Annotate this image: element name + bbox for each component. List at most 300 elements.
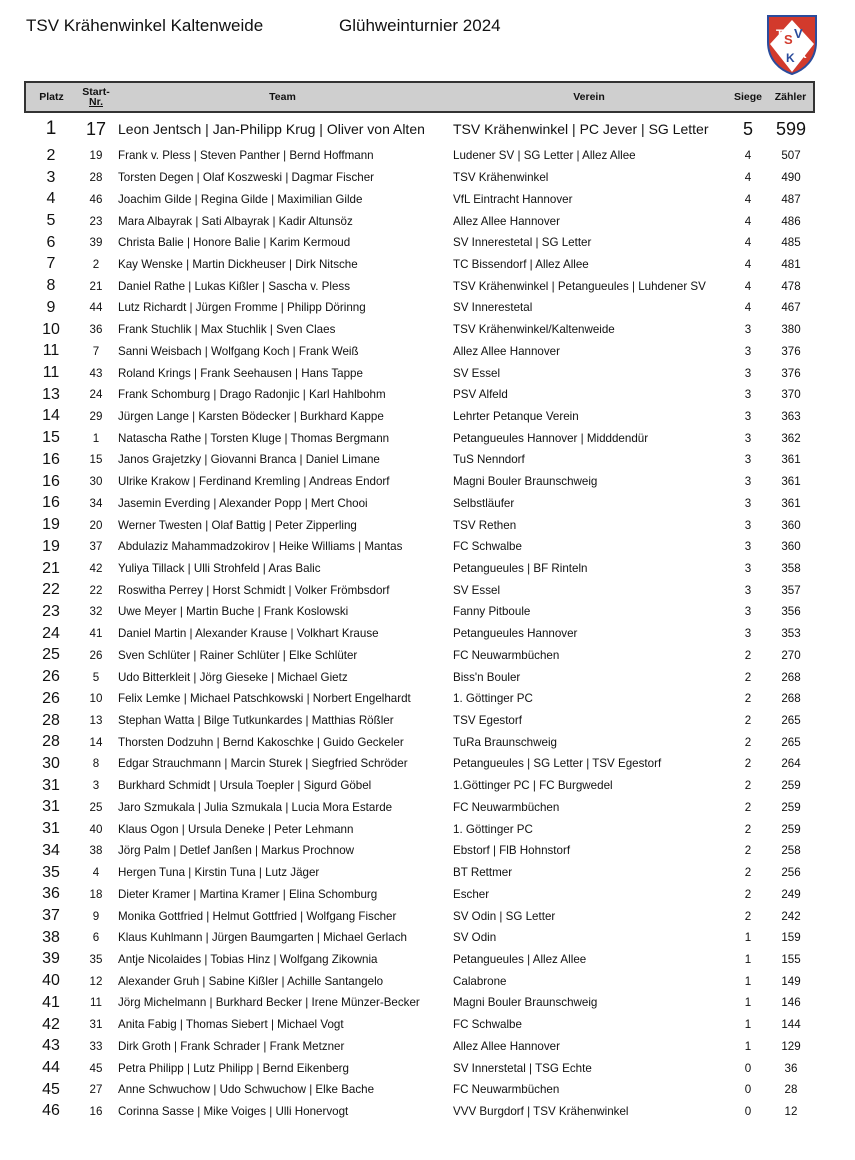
cell-team: Anita Fabig | Thomas Siebert | Michael Vogt: [118, 1018, 344, 1032]
cell-zaehler: 264: [781, 757, 801, 771]
cell-siege: 4: [744, 279, 752, 293]
cell-platz: 28: [42, 711, 60, 729]
cell-verein: TSV Egestorf: [453, 714, 522, 728]
cell-platz: 43: [42, 1037, 60, 1055]
table-row: [25, 818, 814, 840]
cell-start: 14: [89, 735, 103, 749]
cell-siege: 3: [744, 605, 752, 619]
cell-platz: 19: [42, 537, 60, 555]
cell-verein: SV Innerestetal | SG Letter: [453, 236, 592, 250]
cell-verein: TC Bissendorf | Allez Allee: [453, 257, 589, 271]
cell-platz: 19: [42, 516, 60, 534]
cell-platz: 15: [42, 429, 60, 447]
cell-verein: Calabrone: [453, 974, 507, 988]
cell-platz: 39: [42, 950, 60, 968]
cell-verein: Allez Allee Hannover: [453, 214, 560, 228]
table-row: [25, 188, 814, 210]
cell-zaehler: 370: [781, 388, 801, 402]
cell-start: 28: [89, 171, 103, 185]
cell-start: 13: [89, 714, 103, 728]
cell-platz: 34: [42, 841, 60, 859]
cell-verein: Petangueules Hannover: [453, 627, 578, 641]
table-row: [25, 862, 814, 884]
cell-zaehler: 360: [781, 518, 801, 532]
cell-verein: Ebstorf | FlB Hohnstorf: [453, 844, 571, 858]
cell-siege: 1: [744, 974, 752, 988]
cell-start: 3: [92, 779, 100, 793]
cell-siege: 4: [744, 301, 752, 315]
cell-verein: SV Odin | SG Letter: [453, 909, 556, 923]
cell-siege: 1: [744, 931, 752, 945]
cell-team: Thorsten Dodzuhn | Bernd Kakoschke | Guido Geckeler: [118, 735, 404, 749]
cell-team: Monika Gottfried | Helmut Gottfried | Wolfgang Fischer: [118, 909, 397, 923]
cell-zaehler: 361: [781, 453, 801, 467]
cell-zaehler: 487: [781, 192, 801, 206]
cell-zaehler: 129: [781, 1039, 801, 1053]
table-row: [25, 536, 814, 558]
cell-siege: 3: [744, 518, 752, 532]
cell-start: 40: [89, 822, 103, 836]
cell-verein: Magni Bouler Braunschweig: [453, 475, 598, 489]
cell-siege: 3: [744, 540, 752, 554]
table-row: [25, 623, 814, 645]
cell-siege: 2: [744, 909, 752, 923]
table-row: [25, 471, 814, 493]
cell-siege: 2: [744, 822, 752, 836]
cell-verein: FC Neuwarmbüchen: [453, 1083, 560, 1097]
cell-verein: VVV Burgdorf | TSV Krähenwinkel: [453, 1104, 629, 1118]
cell-zaehler: 256: [781, 866, 801, 880]
cell-platz: 31: [42, 798, 60, 816]
cell-team: Christa Balie | Honore Balie | Karim Kermoud: [118, 236, 351, 250]
col-start-nr: Start- Nr.: [77, 82, 115, 112]
cell-platz: 1: [45, 118, 57, 139]
cell-zaehler: 360: [781, 540, 801, 554]
cell-siege: 3: [744, 323, 752, 337]
cell-zaehler: 259: [781, 822, 801, 836]
cell-verein: SV Innerstetal | TSG Echte: [453, 1061, 592, 1075]
cell-platz: 44: [42, 1059, 60, 1077]
cell-start: 17: [85, 118, 107, 139]
cell-start: 10: [89, 692, 103, 706]
cell-team: Werner Twesten | Olaf Battig | Peter Zipperling: [118, 518, 357, 532]
cell-siege: 2: [744, 800, 752, 814]
cell-team: Roland Krings | Frank Seehausen | Hans Tappe: [118, 366, 363, 380]
cell-verein: TSV Krähenwinkel/Kaltenweide: [453, 323, 615, 337]
cell-zaehler: 376: [781, 366, 801, 380]
cell-siege: 4: [744, 214, 752, 228]
cell-verein: FC Schwalbe: [453, 1018, 522, 1032]
cell-start: 41: [89, 627, 103, 641]
cell-start: 45: [89, 1061, 103, 1075]
cell-start: 39: [89, 236, 103, 250]
cell-platz: 26: [42, 668, 60, 686]
col-platz: Platz: [25, 82, 77, 112]
cell-start: 9: [92, 909, 100, 923]
table-row: [25, 275, 814, 297]
cell-siege: 2: [744, 887, 752, 901]
cell-team: Antje Nicolaides | Tobias Hinz | Wolfgang Zikownia: [118, 952, 378, 966]
cell-platz: 3: [46, 168, 56, 186]
cell-platz: 45: [42, 1080, 60, 1098]
cell-team: Daniel Martin | Alexander Krause | Volkhart Krause: [118, 627, 379, 641]
cell-team: Klaus Ogon | Ursula Deneke | Peter Lehmann: [118, 822, 354, 836]
cell-zaehler: 259: [781, 779, 801, 793]
cell-start: 15: [89, 453, 103, 467]
cell-platz: 10: [42, 320, 60, 338]
cell-start: 16: [89, 1104, 103, 1118]
cell-verein: Escher: [453, 887, 490, 901]
table-row: [25, 840, 814, 862]
cell-zaehler: 28: [784, 1083, 798, 1097]
cell-platz: 6: [46, 233, 56, 251]
table-row: [25, 449, 814, 471]
cell-start: 11: [89, 996, 103, 1010]
cell-team: Jaro Szmukala | Julia Szmukala | Lucia Mora Estarde: [118, 800, 393, 814]
cell-platz: 5: [46, 212, 56, 230]
cell-zaehler: 507: [781, 149, 801, 163]
cell-platz: 2: [46, 146, 56, 164]
cell-platz: 42: [42, 1015, 60, 1033]
cell-team: Jasemin Everding | Alexander Popp | Mert Chooi: [118, 496, 368, 510]
cell-verein: 1. Göttinger PC: [453, 822, 533, 836]
cell-start: 1: [92, 431, 100, 445]
table-row: [25, 797, 814, 819]
cell-verein: Petangueules | SG Letter | TSV Egestorf: [453, 757, 662, 771]
cell-team: Felix Lemke | Michael Patschkowski | Norbert Engelhardt: [118, 692, 411, 706]
cell-platz: 7: [46, 255, 56, 273]
cell-start: 22: [89, 583, 103, 597]
cell-zaehler: 357: [781, 583, 801, 597]
cell-team: Jörg Michelmann | Burkhard Becker | Irene Münzer-Becker: [118, 996, 420, 1010]
cell-platz: 24: [42, 624, 60, 642]
cell-team: Edgar Strauchmann | Marcin Sturek | Siegfried Schröder: [118, 757, 408, 771]
cell-siege: 1: [744, 1039, 752, 1053]
cell-start: 20: [89, 518, 103, 532]
cell-verein: TSV Krähenwinkel | PC Jever | SG Letter: [453, 121, 709, 137]
cell-team: Klaus Kuhlmann | Jürgen Baumgarten | Michael Gerlach: [118, 931, 407, 945]
cell-platz: 22: [42, 581, 60, 599]
cell-siege: 3: [744, 627, 752, 641]
cell-zaehler: 268: [781, 692, 801, 706]
table-row: [25, 927, 814, 949]
cell-start: 42: [89, 562, 103, 576]
cell-start: 8: [92, 757, 100, 771]
cell-siege: 2: [744, 648, 752, 662]
cell-start: 32: [89, 605, 103, 619]
cell-team: Petra Philipp | Lutz Philipp | Bernd Eikenberg: [118, 1061, 349, 1075]
table-row: [25, 406, 814, 428]
cell-verein: Ludener SV | SG Letter | Allez Allee: [453, 149, 636, 163]
cell-start: 38: [89, 844, 103, 858]
cell-team: Torsten Degen | Olaf Koszweski | Dagmar Fischer: [118, 171, 375, 185]
cell-team: Corinna Sasse | Mike Voiges | Ulli Honervogt: [118, 1104, 349, 1118]
table-row: [25, 905, 814, 927]
cell-zaehler: 485: [781, 236, 801, 250]
cell-platz: 35: [42, 863, 60, 881]
cell-verein: Petangueules Hannover | Midddendür: [453, 431, 649, 445]
cell-zaehler: 258: [781, 844, 801, 858]
cell-start: 31: [89, 1018, 103, 1032]
table-row: [25, 493, 814, 515]
cell-siege: 1: [744, 996, 752, 1010]
cell-verein: Fanny Pitboule: [453, 605, 531, 619]
cell-platz: 16: [42, 450, 60, 468]
cell-start: 30: [89, 475, 103, 489]
cell-verein: TSV Rethen: [453, 518, 517, 532]
results-table: [24, 81, 815, 1122]
cell-verein: SV Innerestetal: [453, 301, 533, 315]
cell-verein: TuRa Braunschweig: [453, 735, 557, 749]
cell-zaehler: 467: [781, 301, 801, 315]
cell-zaehler: 146: [781, 996, 801, 1010]
table-header-row: [25, 82, 814, 112]
table-row: [25, 645, 814, 667]
col-verein: Verein: [450, 82, 728, 112]
cell-team: Dirk Groth | Frank Schrader | Frank Metzner: [118, 1039, 345, 1053]
col-team: Team: [115, 82, 450, 112]
cell-zaehler: 155: [781, 952, 801, 966]
table-row: [25, 1101, 814, 1123]
cell-siege: 3: [744, 366, 752, 380]
cell-verein: FC Schwalbe: [453, 540, 522, 554]
cell-siege: 4: [744, 149, 752, 163]
cell-start: 2: [92, 257, 100, 271]
cell-verein: Selbstläufer: [453, 496, 515, 510]
col-zaehler: Zähler: [768, 82, 814, 112]
cell-zaehler: 362: [781, 431, 801, 445]
cell-siege: 2: [744, 692, 752, 706]
cell-verein: TSV Krähenwinkel: [453, 171, 549, 185]
cell-team: Anne Schwuchow | Udo Schwuchow | Elke Bache: [118, 1083, 375, 1097]
table-row: [25, 297, 814, 319]
cell-team: Mara Albayrak | Sati Albayrak | Kadir Altunsöz: [118, 214, 353, 228]
cell-platz: 16: [42, 494, 60, 512]
cell-platz: 16: [42, 472, 60, 490]
cell-team: Abdulaziz Mahammadzokirov | Heike Williams | Mantas: [118, 540, 403, 554]
cell-verein: VfL Eintracht Hannover: [453, 192, 573, 206]
cell-platz: 38: [42, 928, 60, 946]
cell-team: Daniel Rathe | Lukas Kißler | Sascha v. Pless: [118, 279, 350, 293]
cell-siege: 0: [744, 1083, 752, 1097]
cell-start: 24: [89, 388, 103, 402]
cell-zaehler: 249: [781, 887, 801, 901]
cell-zaehler: 380: [781, 323, 801, 337]
cell-team: Stephan Watta | Bilge Tutkunkardes | Matthias Rößler: [118, 714, 394, 728]
event-title: Glühweinturnier 2024: [339, 16, 501, 35]
cell-siege: 3: [744, 562, 752, 576]
cell-platz: 23: [42, 602, 60, 620]
cell-siege: 1: [744, 1018, 752, 1032]
table-row: [25, 340, 814, 362]
table-row: [25, 883, 814, 905]
cell-siege: 3: [744, 431, 752, 445]
cell-platz: 9: [46, 298, 56, 316]
cell-siege: 3: [744, 409, 752, 423]
cell-platz: 4: [46, 190, 56, 208]
cell-siege: 2: [744, 670, 752, 684]
cell-platz: 36: [42, 885, 60, 903]
cell-platz: 28: [42, 733, 60, 751]
cell-verein: Magni Bouler Braunschweig: [453, 996, 598, 1010]
cell-platz: 30: [42, 754, 60, 772]
cell-verein: Lehrter Petanque Verein: [453, 409, 579, 423]
cell-start: 12: [89, 974, 103, 988]
cell-verein: Petangueules | BF Rinteln: [453, 562, 588, 576]
cell-verein: SV Odin: [453, 931, 497, 945]
cell-team: Lutz Richardt | Jürgen Fromme | Philipp Dörinng: [118, 301, 366, 315]
cell-siege: 2: [744, 714, 752, 728]
table-row: [25, 558, 814, 580]
cell-verein: SV Essel: [453, 583, 501, 597]
cell-zaehler: 486: [781, 214, 801, 228]
cell-zaehler: 353: [781, 627, 801, 641]
table-row: [25, 666, 814, 688]
cell-siege: 3: [744, 453, 752, 467]
table-row: [25, 949, 814, 971]
cell-verein: TSV Krähenwinkel | Petangueules | Luhdener SV: [453, 279, 706, 293]
cell-start: 23: [89, 214, 103, 228]
cell-team: Alexander Gruh | Sabine Kißler | Achille Santangelo: [118, 974, 384, 988]
cell-verein: TuS Nenndorf: [453, 453, 525, 467]
cell-team: Frank Stuchlik | Max Stuchlik | Sven Claes: [118, 323, 336, 337]
cell-zaehler: 36: [784, 1061, 798, 1075]
cell-team: Jörg Palm | Detlef Janßen | Markus Prochnow: [118, 844, 355, 858]
col-siege: Siege: [728, 82, 768, 112]
cell-team: Dieter Kramer | Martina Kramer | Elina Schomburg: [118, 887, 378, 901]
cell-siege: 0: [744, 1061, 752, 1075]
cell-zaehler: 490: [781, 171, 801, 185]
cell-zaehler: 361: [781, 496, 801, 510]
cell-start: 4: [92, 866, 100, 880]
cell-siege: 2: [744, 757, 752, 771]
cell-start: 37: [89, 540, 103, 554]
table-row: [25, 1035, 814, 1057]
table-row: [25, 753, 814, 775]
cell-zaehler: 481: [781, 257, 801, 271]
table-row: [25, 319, 814, 341]
cell-team: Udo Bitterkleit | Jörg Gieseke | Michael Gietz: [118, 670, 348, 684]
table-row: [25, 145, 814, 167]
cell-start: 7: [92, 344, 100, 358]
cell-verein: Biss'n Bouler: [453, 670, 521, 684]
cell-team: Burkhard Schmidt | Ursula Toepler | Sigurd Göbel: [118, 779, 372, 793]
cell-verein: 1.Göttinger PC | FC Burgwedel: [453, 779, 613, 793]
table-row: [25, 232, 814, 254]
table-row: [25, 254, 814, 276]
cell-zaehler: 363: [781, 409, 801, 423]
cell-siege: 3: [744, 583, 752, 597]
cell-platz: 31: [42, 820, 60, 838]
cell-start: 33: [89, 1039, 103, 1053]
cell-siege: 3: [744, 475, 752, 489]
table-row: [25, 384, 814, 406]
cell-verein: Allez Allee Hannover: [453, 1039, 560, 1053]
cell-start: 6: [92, 931, 100, 945]
cell-platz: 14: [42, 407, 60, 425]
cell-siege: 4: [744, 236, 752, 250]
cell-platz: 31: [42, 776, 60, 794]
table-row: [25, 1057, 814, 1079]
cell-zaehler: 144: [781, 1018, 801, 1032]
cell-zaehler: 159: [781, 931, 801, 945]
table-row: [25, 710, 814, 732]
cell-start: 35: [89, 952, 103, 966]
cell-siege: 3: [744, 496, 752, 510]
cell-zaehler: 268: [781, 670, 801, 684]
cell-verein: Petangueules | Allez Allee: [453, 952, 587, 966]
table-row: [25, 601, 814, 623]
cell-zaehler: 356: [781, 605, 801, 619]
cell-zaehler: 478: [781, 279, 801, 293]
cell-zaehler: 270: [781, 648, 801, 662]
cell-platz: 25: [42, 646, 60, 664]
cell-siege: 0: [744, 1104, 752, 1118]
svg-text:V: V: [794, 26, 803, 41]
cell-team: Ulrike Krakow | Ferdinand Kremling | Andreas Endorf: [118, 475, 390, 489]
cell-zaehler: 376: [781, 344, 801, 358]
cell-team: Leon Jentsch | Jan-Philipp Krug | Oliver von Alten: [118, 121, 425, 137]
cell-start: 43: [89, 366, 103, 380]
cell-siege: 2: [744, 866, 752, 880]
cell-team: Frank v. Pless | Steven Panther | Bernd Hoffmann: [118, 149, 374, 163]
svg-text:S: S: [784, 32, 793, 47]
cell-start: 21: [89, 279, 103, 293]
cell-start: 34: [89, 496, 103, 510]
cell-team: Joachim Gilde | Regina Gilde | Maximilian Gilde: [118, 192, 363, 206]
table-row: [25, 731, 814, 753]
cell-zaehler: 265: [781, 714, 801, 728]
svg-text:T: T: [776, 27, 784, 41]
svg-text:K: K: [798, 47, 807, 61]
cell-platz: 40: [42, 972, 60, 990]
cell-platz: 41: [42, 993, 60, 1011]
cell-zaehler: 12: [784, 1104, 798, 1118]
cell-zaehler: 242: [781, 909, 801, 923]
cell-team: Natascha Rathe | Torsten Kluge | Thomas Bergmann: [118, 431, 390, 445]
cell-platz: 21: [42, 559, 60, 577]
table-row: [25, 992, 814, 1014]
cell-zaehler: 599: [775, 118, 807, 139]
cell-zaehler: 259: [781, 800, 801, 814]
cell-team: Frank Schomburg | Drago Radonjic | Karl Hahlbohm: [118, 388, 386, 402]
cell-siege: 2: [744, 779, 752, 793]
table-row: [25, 167, 814, 189]
cell-verein: BT Rettmer: [453, 866, 513, 880]
cell-zaehler: 265: [781, 735, 801, 749]
cell-platz: 8: [46, 277, 56, 295]
cell-start: 5: [92, 670, 100, 684]
svg-text:K: K: [786, 51, 795, 65]
table-row: [25, 688, 814, 710]
table-row: [25, 970, 814, 992]
cell-siege: 4: [744, 192, 752, 206]
cell-start: 36: [89, 323, 103, 337]
club-logo: [764, 12, 820, 76]
table-row: [25, 112, 814, 145]
cell-team: Roswitha Perrey | Horst Schmidt | Volker Frömbsdorf: [118, 583, 390, 597]
cell-zaehler: 361: [781, 475, 801, 489]
cell-verein: PSV Alfeld: [453, 388, 508, 402]
cell-platz: 11: [42, 342, 60, 360]
cell-team: Jürgen Lange | Karsten Bödecker | Burkhard Kappe: [118, 409, 384, 423]
cell-start: 19: [89, 149, 103, 163]
cell-start: 44: [89, 301, 103, 315]
cell-start: 26: [89, 648, 103, 662]
cell-team: Sven Schlüter | Rainer Schlüter | Elke Schlüter: [118, 648, 358, 662]
cell-verein: SV Essel: [453, 366, 501, 380]
table-row: [25, 579, 814, 601]
